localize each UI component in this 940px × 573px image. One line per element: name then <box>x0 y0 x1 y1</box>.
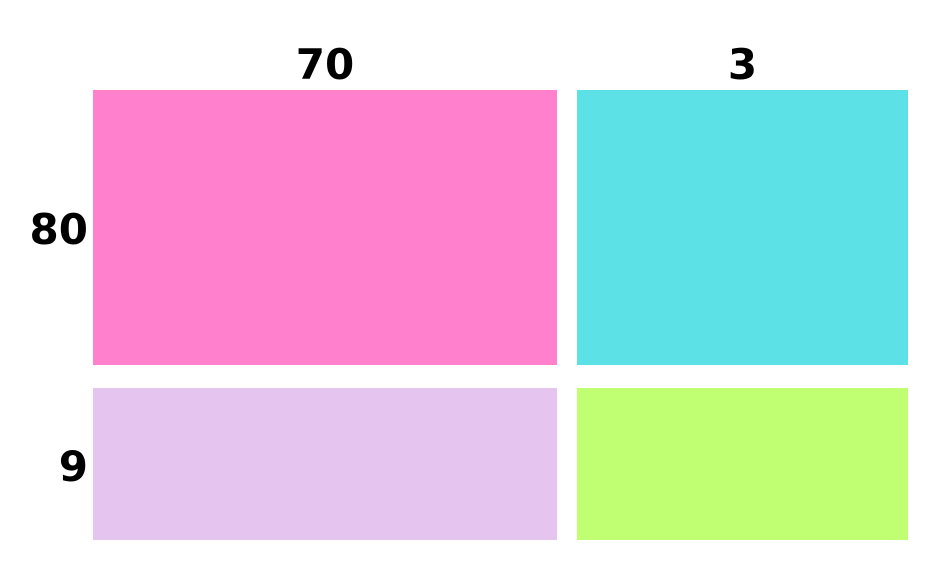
column-label-70: 70 <box>295 40 355 89</box>
row-label-9: 9 <box>58 442 88 491</box>
row-label-80: 80 <box>29 205 88 254</box>
area-cell-bottom-left <box>93 388 557 540</box>
area-cell-bottom-right <box>577 388 908 540</box>
area-cell-top-right <box>577 90 908 365</box>
area-cell-top-left <box>93 90 557 365</box>
column-label-3: 3 <box>727 40 758 89</box>
